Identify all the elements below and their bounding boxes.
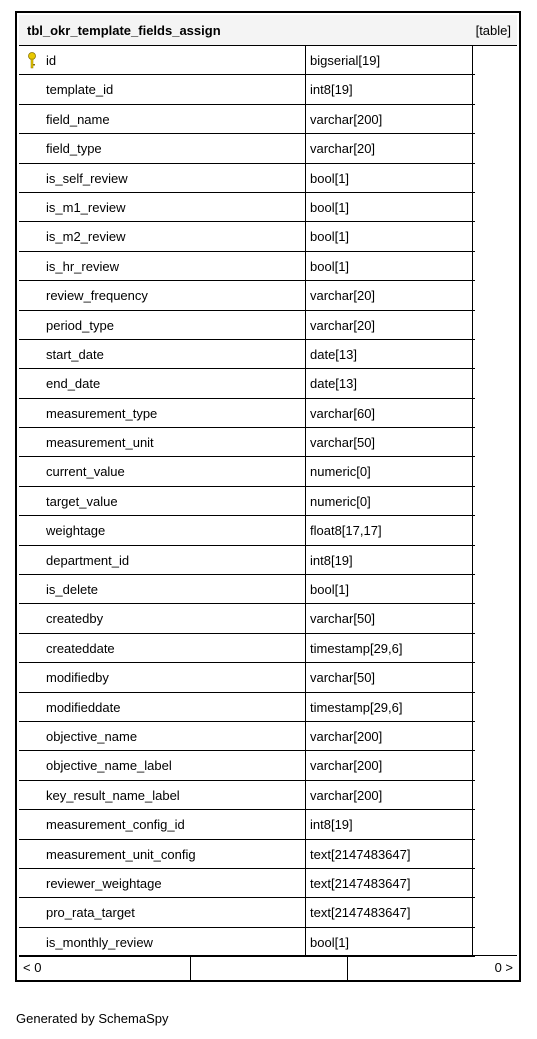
- column-type-cell: [306, 663, 473, 691]
- column-name-cell: [19, 604, 306, 632]
- column-name-cell: [19, 46, 306, 74]
- column-type-cell: [306, 487, 473, 515]
- column-name-cell: [19, 340, 306, 368]
- column-type: numeric[0]: [310, 493, 371, 509]
- column-name-cell: [19, 399, 306, 427]
- column-name[interactable]: is_hr_review: [46, 258, 119, 274]
- column-name-cell: [19, 840, 306, 868]
- column-name[interactable]: objective_name: [46, 728, 138, 744]
- column-type: bool[1]: [310, 258, 350, 274]
- table-row: [19, 164, 475, 193]
- column-name[interactable]: department_id: [46, 552, 130, 568]
- column-name-cell: [19, 281, 306, 309]
- column-name-cell: [19, 369, 306, 397]
- column-type-cell: [306, 810, 473, 838]
- column-name[interactable]: weightage: [46, 523, 106, 539]
- column-name-cell: [19, 487, 306, 515]
- column-name[interactable]: key_result_name_label: [46, 787, 180, 803]
- table-row: [19, 781, 475, 810]
- column-name[interactable]: objective_name_label: [46, 758, 172, 774]
- column-name-cell: [19, 252, 306, 280]
- column-type-cell: [306, 281, 473, 309]
- table-footer: [19, 955, 517, 980]
- column-type: timestamp[29,6]: [310, 699, 403, 715]
- column-name[interactable]: createdby: [46, 611, 104, 627]
- column-type: text[2147483647]: [310, 846, 411, 862]
- table-row: [19, 869, 475, 898]
- column-type: varchar[20]: [310, 317, 376, 333]
- column-type: bool[1]: [310, 199, 350, 215]
- column-name[interactable]: target_value: [46, 493, 118, 509]
- table-row: [19, 898, 475, 927]
- column-type-cell: [306, 340, 473, 368]
- table-row: [19, 428, 475, 457]
- column-name-cell: [19, 75, 306, 103]
- column-name[interactable]: period_type: [46, 317, 114, 333]
- column-name-cell: [19, 751, 306, 779]
- column-type-cell: [306, 134, 473, 162]
- column-name[interactable]: is_m2_review: [46, 229, 126, 245]
- table-row: [19, 46, 475, 75]
- column-type-cell: [306, 516, 473, 544]
- column-name-cell: [19, 428, 306, 456]
- column-type-cell: [306, 781, 473, 809]
- table-name[interactable]: tbl_okr_template_fields_assign: [27, 23, 221, 38]
- footer-left-cell: [19, 956, 191, 980]
- column-type: varchar[200]: [310, 111, 383, 127]
- table-row: [19, 546, 475, 575]
- column-name[interactable]: is_delete: [46, 582, 99, 598]
- column-type: bool[1]: [310, 229, 350, 245]
- column-name-cell: [19, 575, 306, 603]
- table-row: [19, 134, 475, 163]
- column-name-cell: [19, 134, 306, 162]
- table-row: [19, 516, 475, 545]
- column-type: varchar[50]: [310, 670, 376, 686]
- column-type-cell: [306, 193, 473, 221]
- column-type: varchar[60]: [310, 405, 376, 421]
- column-type-cell: [306, 105, 473, 133]
- column-name[interactable]: id: [46, 53, 57, 68]
- column-type-cell: [306, 898, 473, 926]
- table-row: [19, 281, 475, 310]
- table-row: [19, 105, 475, 134]
- column-name-cell: [19, 222, 306, 250]
- column-type-cell: [306, 311, 473, 339]
- column-name[interactable]: is_self_review: [46, 170, 128, 186]
- column-type-cell: [306, 75, 473, 103]
- column-name[interactable]: is_m1_review: [46, 199, 126, 215]
- column-type: varchar[200]: [310, 758, 383, 774]
- column-type: date[13]: [310, 346, 357, 362]
- table-row: [19, 722, 475, 751]
- column-type-cell: [306, 722, 473, 750]
- table-row: [19, 487, 475, 516]
- table-row: [19, 75, 475, 104]
- column-name-cell: [19, 898, 306, 926]
- column-name-cell: [19, 546, 306, 574]
- column-name[interactable]: end_date: [46, 376, 101, 392]
- column-type: bigserial[19]: [310, 53, 381, 68]
- column-type: int8[19]: [310, 552, 353, 568]
- table-row: [19, 252, 475, 281]
- column-name[interactable]: createddate: [46, 640, 115, 656]
- column-name[interactable]: is_monthly_review: [46, 934, 153, 950]
- column-type: numeric[0]: [310, 464, 371, 480]
- column-name-cell: [19, 928, 306, 956]
- column-type: bool[1]: [310, 934, 350, 950]
- column-type-cell: [306, 399, 473, 427]
- column-name[interactable]: pro_rata_target: [46, 905, 135, 921]
- column-name[interactable]: reviewer_weightage: [46, 875, 162, 891]
- column-name[interactable]: modifiedby: [46, 670, 109, 686]
- column-type-cell: [306, 46, 473, 74]
- column-name-cell: [19, 164, 306, 192]
- column-name-cell: [19, 693, 306, 721]
- column-name-cell: [19, 781, 306, 809]
- table-row: [19, 311, 475, 340]
- column-type-cell: [306, 457, 473, 485]
- column-type: int8[19]: [310, 817, 353, 833]
- table-row: [19, 457, 475, 486]
- generated-by-text: Generated by SchemaSpy: [16, 1011, 169, 1026]
- column-type-cell: [306, 869, 473, 897]
- column-type-cell: [306, 222, 473, 250]
- column-type: bool[1]: [310, 582, 350, 598]
- column-type: varchar[20]: [310, 141, 376, 157]
- column-type: varchar[50]: [310, 611, 376, 627]
- column-name[interactable]: measurement_type: [46, 405, 158, 421]
- parent-count: < 0: [23, 960, 42, 975]
- table-row: [19, 575, 475, 604]
- column-type: varchar[50]: [310, 435, 376, 451]
- table-row: [19, 751, 475, 780]
- table-row: [19, 399, 475, 428]
- column-type-cell: [306, 164, 473, 192]
- column-type: varchar[200]: [310, 787, 383, 803]
- column-type: date[13]: [310, 376, 357, 392]
- column-type-cell: [306, 928, 473, 956]
- column-type: float8[17,17]: [310, 523, 382, 539]
- column-name-cell: [19, 193, 306, 221]
- table-row: [19, 604, 475, 633]
- table-kind: [table]: [475, 23, 511, 38]
- column-type-cell: [306, 546, 473, 574]
- column-type: int8[19]: [310, 82, 353, 98]
- columns-list: [19, 46, 475, 957]
- footer-right-cell: [348, 956, 517, 980]
- column-type: bool[1]: [310, 170, 350, 186]
- column-type-cell: [306, 634, 473, 662]
- column-name[interactable]: review_frequency: [46, 288, 148, 304]
- child-count: 0 >: [494, 960, 513, 975]
- primary-key-icon: [27, 52, 37, 69]
- table-row: [19, 693, 475, 722]
- column-name[interactable]: current_value: [46, 464, 125, 480]
- table-row: [19, 222, 475, 251]
- column-name-cell: [19, 105, 306, 133]
- column-type: varchar[20]: [310, 288, 376, 304]
- table-row: [19, 340, 475, 369]
- column-type: varchar[200]: [310, 728, 383, 744]
- column-type-cell: [306, 369, 473, 397]
- column-type-cell: [306, 751, 473, 779]
- column-type: timestamp[29,6]: [310, 640, 403, 656]
- column-name-cell: [19, 869, 306, 897]
- column-type-cell: [306, 428, 473, 456]
- column-name-cell: [19, 722, 306, 750]
- column-name-cell: [19, 634, 306, 662]
- footer-middle-cell: [191, 956, 348, 980]
- column-name[interactable]: measurement_config_id: [46, 817, 185, 833]
- table-row: [19, 810, 475, 839]
- table-box: [15, 11, 521, 982]
- column-name[interactable]: measurement_unit: [46, 435, 154, 451]
- table-row: [19, 928, 475, 957]
- column-type: text[2147483647]: [310, 905, 411, 921]
- column-name[interactable]: field_type: [46, 141, 102, 157]
- table-header: [19, 15, 517, 46]
- column-name[interactable]: measurement_unit_config: [46, 846, 196, 862]
- column-name-cell: [19, 810, 306, 838]
- column-type: text[2147483647]: [310, 875, 411, 891]
- table-row: [19, 634, 475, 663]
- table-row: [19, 663, 475, 692]
- table-row: [19, 193, 475, 222]
- column-name[interactable]: field_name: [46, 111, 110, 127]
- column-name-cell: [19, 311, 306, 339]
- column-type-cell: [306, 693, 473, 721]
- column-name-cell: [19, 516, 306, 544]
- column-name[interactable]: template_id: [46, 82, 114, 98]
- table-row: [19, 840, 475, 869]
- column-type-cell: [306, 252, 473, 280]
- column-name[interactable]: start_date: [46, 346, 104, 362]
- column-name-cell: [19, 457, 306, 485]
- column-type-cell: [306, 575, 473, 603]
- column-type-cell: [306, 604, 473, 632]
- table-row: [19, 369, 475, 398]
- column-name-cell: [19, 663, 306, 691]
- column-type-cell: [306, 840, 473, 868]
- column-name[interactable]: modifieddate: [46, 699, 121, 715]
